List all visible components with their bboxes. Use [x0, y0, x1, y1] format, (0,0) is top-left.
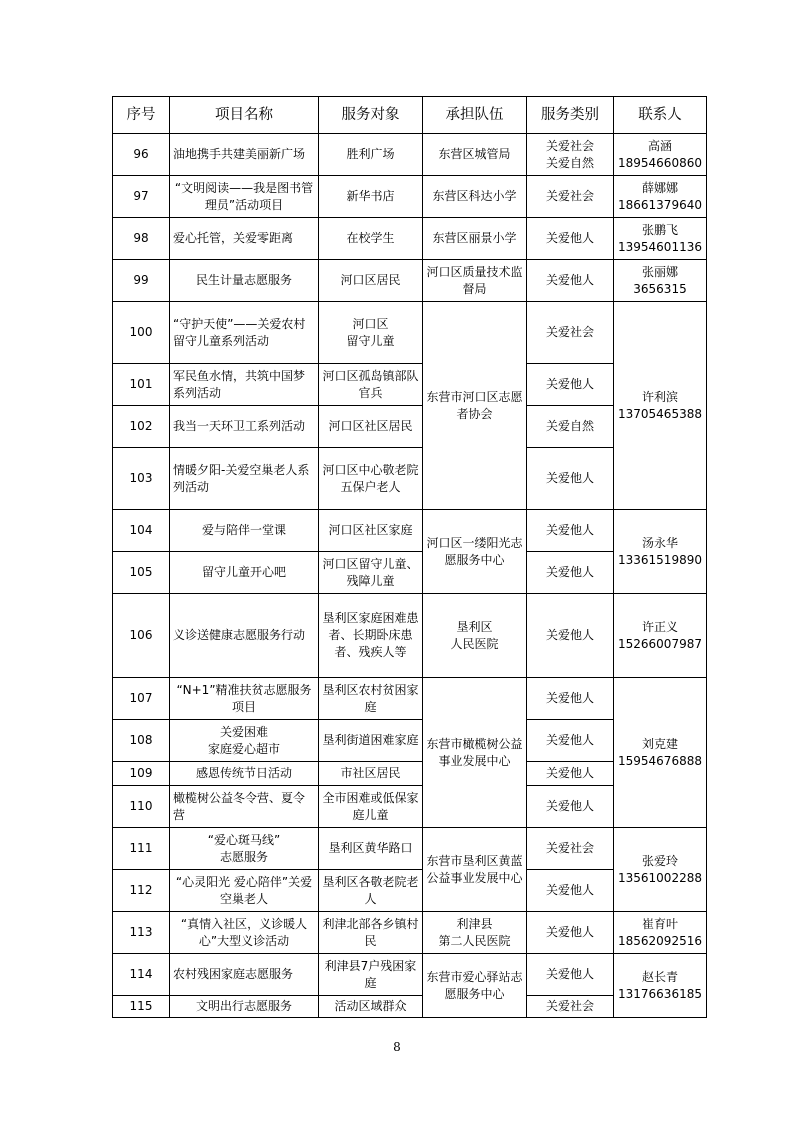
- cell-target: 河口区社区居民: [319, 406, 423, 448]
- header-project-name: 项目名称: [170, 97, 319, 134]
- cell-target: 河口区 留守儿童: [319, 302, 423, 364]
- cell-category: 关爱他人: [527, 870, 614, 912]
- cell-name: 留守儿童开心吧: [170, 552, 319, 594]
- cell-no: 106: [113, 594, 170, 678]
- cell-target: 利津县7户残困家庭: [319, 954, 423, 996]
- cell-no: 111: [113, 828, 170, 870]
- cell-target: 河口区留守儿童、残障儿童: [319, 552, 423, 594]
- cell-category: 关爱自然: [527, 406, 614, 448]
- cell-no: 102: [113, 406, 170, 448]
- cell-category: 关爱社会: [527, 176, 614, 218]
- cell-name: 军民鱼水情，共筑中国梦系列活动: [170, 364, 319, 406]
- cell-name: “N+1”精准扶贫志愿服务项目: [170, 678, 319, 720]
- cell-category: 关爱他人: [527, 364, 614, 406]
- cell-name: 爱心托管，关爱零距离: [170, 218, 319, 260]
- cell-target: 垦利区家庭困难患者、长期卧床患者、残疾人等: [319, 594, 423, 678]
- cell-no: 112: [113, 870, 170, 912]
- cell-contact-merged: 许利滨 13705465388: [614, 302, 707, 510]
- page-number: 8: [393, 1040, 401, 1054]
- cell-no: 113: [113, 912, 170, 954]
- table-row: [113, 594, 707, 678]
- cell-contact-merged: 刘克建 15954676888: [614, 678, 707, 828]
- cell-target: 利津北部各乡镇村民: [319, 912, 423, 954]
- cell-team-merged: 东营市河口区志愿者协会: [423, 302, 527, 510]
- cell-team-merged: 东营市爱心驿站志愿服务中心: [423, 954, 527, 1018]
- cell-team-merged: 东营市垦利区黄蓝公益事业发展中心: [423, 828, 527, 912]
- cell-target: 垦利区黄华路口: [319, 828, 423, 870]
- cell-contact: 高涵 18954660860: [614, 134, 707, 176]
- cell-category: 关爱社会: [527, 996, 614, 1018]
- table-row: [113, 912, 707, 954]
- cell-no: 99: [113, 260, 170, 302]
- cell-team: 东营区城管局: [423, 134, 527, 176]
- cell-no: 108: [113, 720, 170, 762]
- cell-target: 在校学生: [319, 218, 423, 260]
- cell-team: 利津县 第二人民医院: [423, 912, 527, 954]
- cell-name: “爱心斑马线” 志愿服务: [170, 828, 319, 870]
- header-no: 序号: [113, 97, 170, 134]
- cell-no: 115: [113, 996, 170, 1018]
- cell-category: 关爱社会 关爱自然: [527, 134, 614, 176]
- cell-no: 110: [113, 786, 170, 828]
- cell-category: 关爱他人: [527, 762, 614, 786]
- cell-target: 胜利广场: [319, 134, 423, 176]
- cell-category: 关爱他人: [527, 218, 614, 260]
- cell-category: 关爱他人: [527, 678, 614, 720]
- table-row: [113, 260, 707, 302]
- cell-target: 活动区域群众: [319, 996, 423, 1018]
- cell-target: 河口区孤岛镇部队官兵: [319, 364, 423, 406]
- cell-team: 东营区科达小学: [423, 176, 527, 218]
- table-row: [113, 954, 707, 996]
- cell-no: 103: [113, 448, 170, 510]
- cell-name: “守护天使”——关爱农村留守儿童系列活动: [170, 302, 319, 364]
- cell-contact-merged: 张爱玲 13561002288: [614, 828, 707, 912]
- cell-team-merged: 东营市橄榄树公益事业发展中心: [423, 678, 527, 828]
- cell-no: 104: [113, 510, 170, 552]
- table-row: [113, 176, 707, 218]
- cell-no: 100: [113, 302, 170, 364]
- cell-contact: 张鹏飞 13954601136: [614, 218, 707, 260]
- cell-name: 农村残困家庭志愿服务: [170, 954, 319, 996]
- cell-contact: 许正义 15266007987: [614, 594, 707, 678]
- cell-name: 关爱困难 家庭爱心超市: [170, 720, 319, 762]
- cell-category: 关爱他人: [527, 260, 614, 302]
- table-row: [113, 510, 707, 552]
- cell-name: 文明出行志愿服务: [170, 996, 319, 1018]
- cell-category: 关爱他人: [527, 594, 614, 678]
- cell-category: 关爱他人: [527, 912, 614, 954]
- cell-team: 垦利区 人民医院: [423, 594, 527, 678]
- cell-category: 关爱他人: [527, 552, 614, 594]
- cell-no: 105: [113, 552, 170, 594]
- cell-name: 爱与陪伴一堂课: [170, 510, 319, 552]
- cell-name: “文明阅读——我是图书管理员”活动项目: [170, 176, 319, 218]
- header-category: 服务类别: [527, 97, 614, 134]
- table-row: [113, 218, 707, 260]
- cell-name: 民生计量志愿服务: [170, 260, 319, 302]
- cell-name: 橄榄树公益冬令营、夏令营: [170, 786, 319, 828]
- cell-name: 油地携手共建美丽新广场: [170, 134, 319, 176]
- cell-category: 关爱他人: [527, 954, 614, 996]
- cell-category: 关爱他人: [527, 786, 614, 828]
- cell-team-merged: 河口区一缕阳光志愿服务中心: [423, 510, 527, 594]
- cell-team: 东营区丽景小学: [423, 218, 527, 260]
- cell-category: 关爱他人: [527, 510, 614, 552]
- header-contact: 联系人: [614, 97, 707, 134]
- cell-category: 关爱社会: [527, 302, 614, 364]
- cell-contact: 张丽娜 3656315: [614, 260, 707, 302]
- cell-name: 情暖夕阳-关爱空巢老人系列活动: [170, 448, 319, 510]
- cell-no: 97: [113, 176, 170, 218]
- header-row: [113, 97, 707, 134]
- cell-target: 垦利街道困难家庭: [319, 720, 423, 762]
- table-row: [113, 134, 707, 176]
- cell-name: 义诊送健康志愿服务行动: [170, 594, 319, 678]
- cell-target: 全市困难或低保家庭儿童: [319, 786, 423, 828]
- header-team: 承担队伍: [423, 97, 527, 134]
- cell-target: 垦利区农村贫困家庭: [319, 678, 423, 720]
- cell-contact-merged: 汤永华 13361519890: [614, 510, 707, 594]
- cell-no: 114: [113, 954, 170, 996]
- cell-target: 市社区居民: [319, 762, 423, 786]
- cell-contact-merged: 赵长青 13176636185: [614, 954, 707, 1018]
- cell-no: 98: [113, 218, 170, 260]
- cell-target: 河口区社区家庭: [319, 510, 423, 552]
- projects-table: [112, 96, 707, 1018]
- cell-no: 109: [113, 762, 170, 786]
- cell-name: “真情入社区，义诊暖人心”大型义诊活动: [170, 912, 319, 954]
- cell-category: 关爱社会: [527, 828, 614, 870]
- table-row: [113, 302, 707, 364]
- cell-category: 关爱他人: [527, 448, 614, 510]
- cell-team: 河口区质量技术监督局: [423, 260, 527, 302]
- cell-target: 垦利区各敬老院老人: [319, 870, 423, 912]
- cell-name: “心灵阳光 爱心陪伴”关爱空巢老人: [170, 870, 319, 912]
- cell-no: 96: [113, 134, 170, 176]
- cell-name: 我当一天环卫工系列活动: [170, 406, 319, 448]
- header-service-target: 服务对象: [319, 97, 423, 134]
- cell-contact: 崔育叶 18562092516: [614, 912, 707, 954]
- table-row: [113, 678, 707, 720]
- cell-name: 感恩传统节日活动: [170, 762, 319, 786]
- cell-contact: 薛娜娜 18661379640: [614, 176, 707, 218]
- cell-target: 新华书店: [319, 176, 423, 218]
- cell-no: 107: [113, 678, 170, 720]
- cell-category: 关爱他人: [527, 720, 614, 762]
- cell-target: 河口区中心敬老院五保户老人: [319, 448, 423, 510]
- cell-no: 101: [113, 364, 170, 406]
- table-row: [113, 828, 707, 870]
- cell-target: 河口区居民: [319, 260, 423, 302]
